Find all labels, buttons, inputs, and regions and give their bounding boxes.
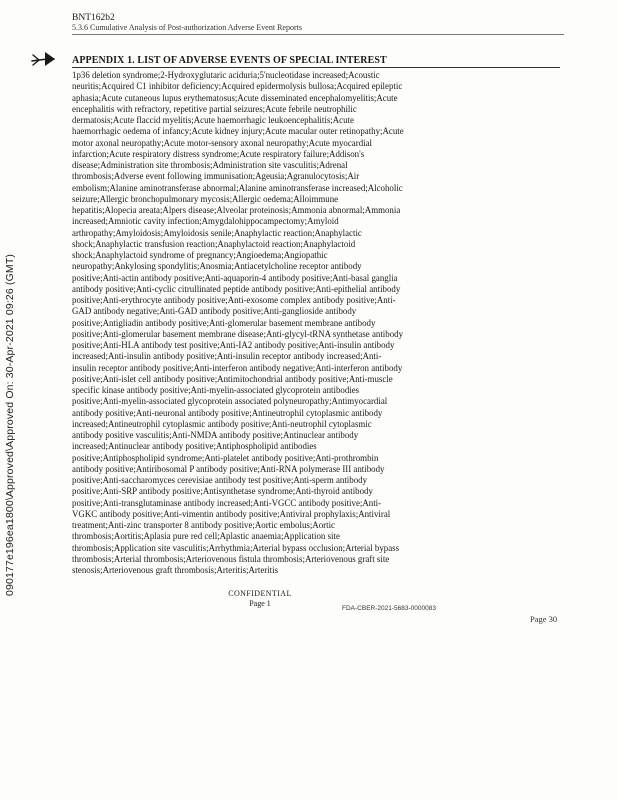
page-label: Page 1 <box>249 599 271 608</box>
list-line: antibody positive;Anti-cyclic citrullinated peptide antibody positive;Anti-epithelial antibody <box>72 283 401 294</box>
list-line: embolism;Alanine aminotransferase abnormal;Alanine aminotransferase increased;Alcoholic <box>72 182 403 193</box>
list-line: insulin receptor antibody positive;Anti-interferon antibody negative;Anti-interferon antibody <box>72 362 403 373</box>
list-line: hepatitis;Alopecia areata;Alpers disease;Alveolar proteinosis;Ammonia abnormal;Ammonia <box>72 205 401 215</box>
list-line: GAD antibody negative;Anti-GAD antibody positive;Anti-ganglioside antibody <box>72 306 357 317</box>
page-number: Page 30 <box>530 614 558 624</box>
list-line: specific kinase antibody positive;Anti-myelin-associated glycoprotein antibodies <box>72 385 360 395</box>
list-line: positive;Anti-transglutaminase antibody increased;Anti-VGCC antibody positive;Anti- <box>72 497 382 508</box>
list-line: antibody positive;Anti-neuronal antibody positive;Antineutrophil cytoplasmic antibody <box>72 407 383 418</box>
list-line: positive;Anti-islet cell antibody positive;Antimitochondrial antibody positive;Anti-muscle <box>72 373 393 384</box>
section-heading: 5.3.6 Cumulative Analysis of Post-authorization Adverse Event Reports <box>72 23 302 32</box>
list-line: VGKC antibody positive;Anti-vimentin antibody positive;Antiviral prophylaxis;Antiviral <box>72 508 391 519</box>
list-line: positive;Anti-glomerular basement membrane disease;Anti-glycyl-tRNA synthetase antibody <box>72 328 404 339</box>
list-line: positive;Anti-myelin-associated glycoprotein associated polyneuropathy;Antimyocardial <box>72 396 388 407</box>
appendix-title: APPENDIX 1. LIST OF ADVERSE EVENTS OF SPECIAL INTEREST <box>72 55 387 66</box>
list-line: thrombosis;Application site vasculitis;Arrhythmia;Arterial bypass occlusion;Arterial bypass <box>72 542 400 553</box>
list-line: disease;Administration site thrombosis;Administration site vasculitis;Adrenal <box>72 160 348 170</box>
confidential-label: CONFIDENTIAL <box>228 589 292 598</box>
list-line: positive;Anti-saccharomyces cerevisiae antibody test positive;Anti-sperm antibody <box>72 475 368 485</box>
handwritten-arrow-icon <box>30 50 58 68</box>
list-line: encephalitis with refractory, repetitive partial seizures;Acute febrile neutrophilic <box>72 103 357 114</box>
list-line: increased;Antinuclear antibody positive;Antiphospholipid antibodies <box>72 441 317 452</box>
list-line: positive;Anti-HLA antibody test positive;Anti-IA2 antibody positive;Anti-insulin antibody <box>72 340 395 350</box>
list-line: neuritis;Acquired C1 inhibitor deficiency;Acquired epidermolysis bullosa;Acquired epileptic <box>72 81 403 92</box>
list-line: positive;Anti-actin antibody positive;Anti-aquaporin-4 antibody positive;Anti-basal ganglia <box>72 272 398 283</box>
list-line: increased;Anti-insulin antibody positive;Anti-insulin receptor antibody increased;Anti- <box>72 351 382 362</box>
document-id: BNT162b2 <box>72 13 115 23</box>
list-line: positive;Anti-erythrocyte antibody positive;Anti-exosome complex antibody positive;Anti- <box>72 295 396 305</box>
list-line: thrombosis;Arterial thrombosis;Arteriovenous fistula thrombosis;Arteriovenous graft site <box>72 553 390 564</box>
list-line: positive;Antiphospholipid syndrome;Anti-platelet antibody positive;Anti-prothrombin <box>72 452 379 463</box>
list-line: stenosis;Arteriovenous graft thrombosis;Arteritis;Arteritis <box>72 565 279 575</box>
approval-stamp <box>4 253 16 608</box>
list-line: seizure;Allergic bronchopulmonary mycosis;Allergic oedema;Alloimmune <box>72 193 339 204</box>
approval-stamp-text: 090177e196ea1800\Approved\Approved On: 30-Apr-2021 09:26 (GMT) <box>4 253 16 596</box>
list-line: thrombosis;Aortitis;Aplasia pure red cell;Aplastic anaemia;Application site <box>72 531 340 542</box>
list-line: neuropathy;Ankylosing spondylitis;Anosmia;Antiacetylcholine receptor antibody <box>72 261 362 272</box>
list-line: antibody positive vasculitis;Anti-NMDA antibody positive;Antinuclear antibody <box>72 430 359 440</box>
list-line: antibody positive;Antiribosomal P antibody positive;Anti-RNA polymerase III antibody <box>72 463 385 474</box>
list-line: positive;Antigliadin antibody positive;Anti-glomerular basement membrane antibody <box>72 317 376 328</box>
adverse-events-list <box>72 70 428 576</box>
list-line: haemorrhagic oedema of infancy;Acute kidney injury;Acute macular outer retinopathy;Acute <box>72 126 404 137</box>
list-line: aphasia;Acute cutaneous lupus erythematosus;Acute disseminated encephalomyelitis;Acute <box>72 92 398 103</box>
list-line: infarction;Acute respiratory distress syndrome;Acute respiratory failure;Addison's <box>72 148 365 159</box>
header-divider <box>72 34 564 35</box>
list-line: shock;Anaphylactoid syndrome of pregnancy;Angioedema;Angiopathic <box>72 250 328 260</box>
list-line: thrombosis;Adverse event following immunisation;Ageusia;Agranulocytosis;Air <box>72 171 360 182</box>
list-line: motor axonal neuropathy;Acute motor-sensory axonal neuropathy;Acute myocardial <box>72 137 372 148</box>
list-line: 1p36 deletion syndrome;2-Hydroxyglutaric aciduria;5'nucleotidase increased;Acoustic <box>72 70 380 80</box>
list-line: increased;Antineutrophil cytoplasmic antibody positive;Anti-neutrophil cytoplasmic <box>72 418 372 429</box>
list-line: positive;Anti-SRP antibody positive;Antisynthetase syndrome;Anti-thyroid antibody <box>72 486 373 497</box>
list-line: arthropathy;Amyloidosis;Amyloidosis senile;Anaphylactic reaction;Anaphylactic <box>72 227 362 238</box>
fda-document-id: FDA-CBER-2021-5683-0000083 <box>342 605 436 612</box>
list-line: shock;Anaphylactic transfusion reaction;Anaphylactoid reaction;Anaphylactoid <box>72 238 356 249</box>
list-line: dermatosis;Acute flaccid myelitis;Acute haemorrhagic leukoencephalitis;Acute <box>72 115 354 125</box>
list-line: treatment;Anti-zinc transporter 8 antibody positive;Aortic embolus;Aortic <box>72 520 335 530</box>
list-line: increased;Amniotic cavity infection;Amygdalohippocampectomy;Amyloid <box>72 216 339 227</box>
title-divider <box>72 67 560 68</box>
